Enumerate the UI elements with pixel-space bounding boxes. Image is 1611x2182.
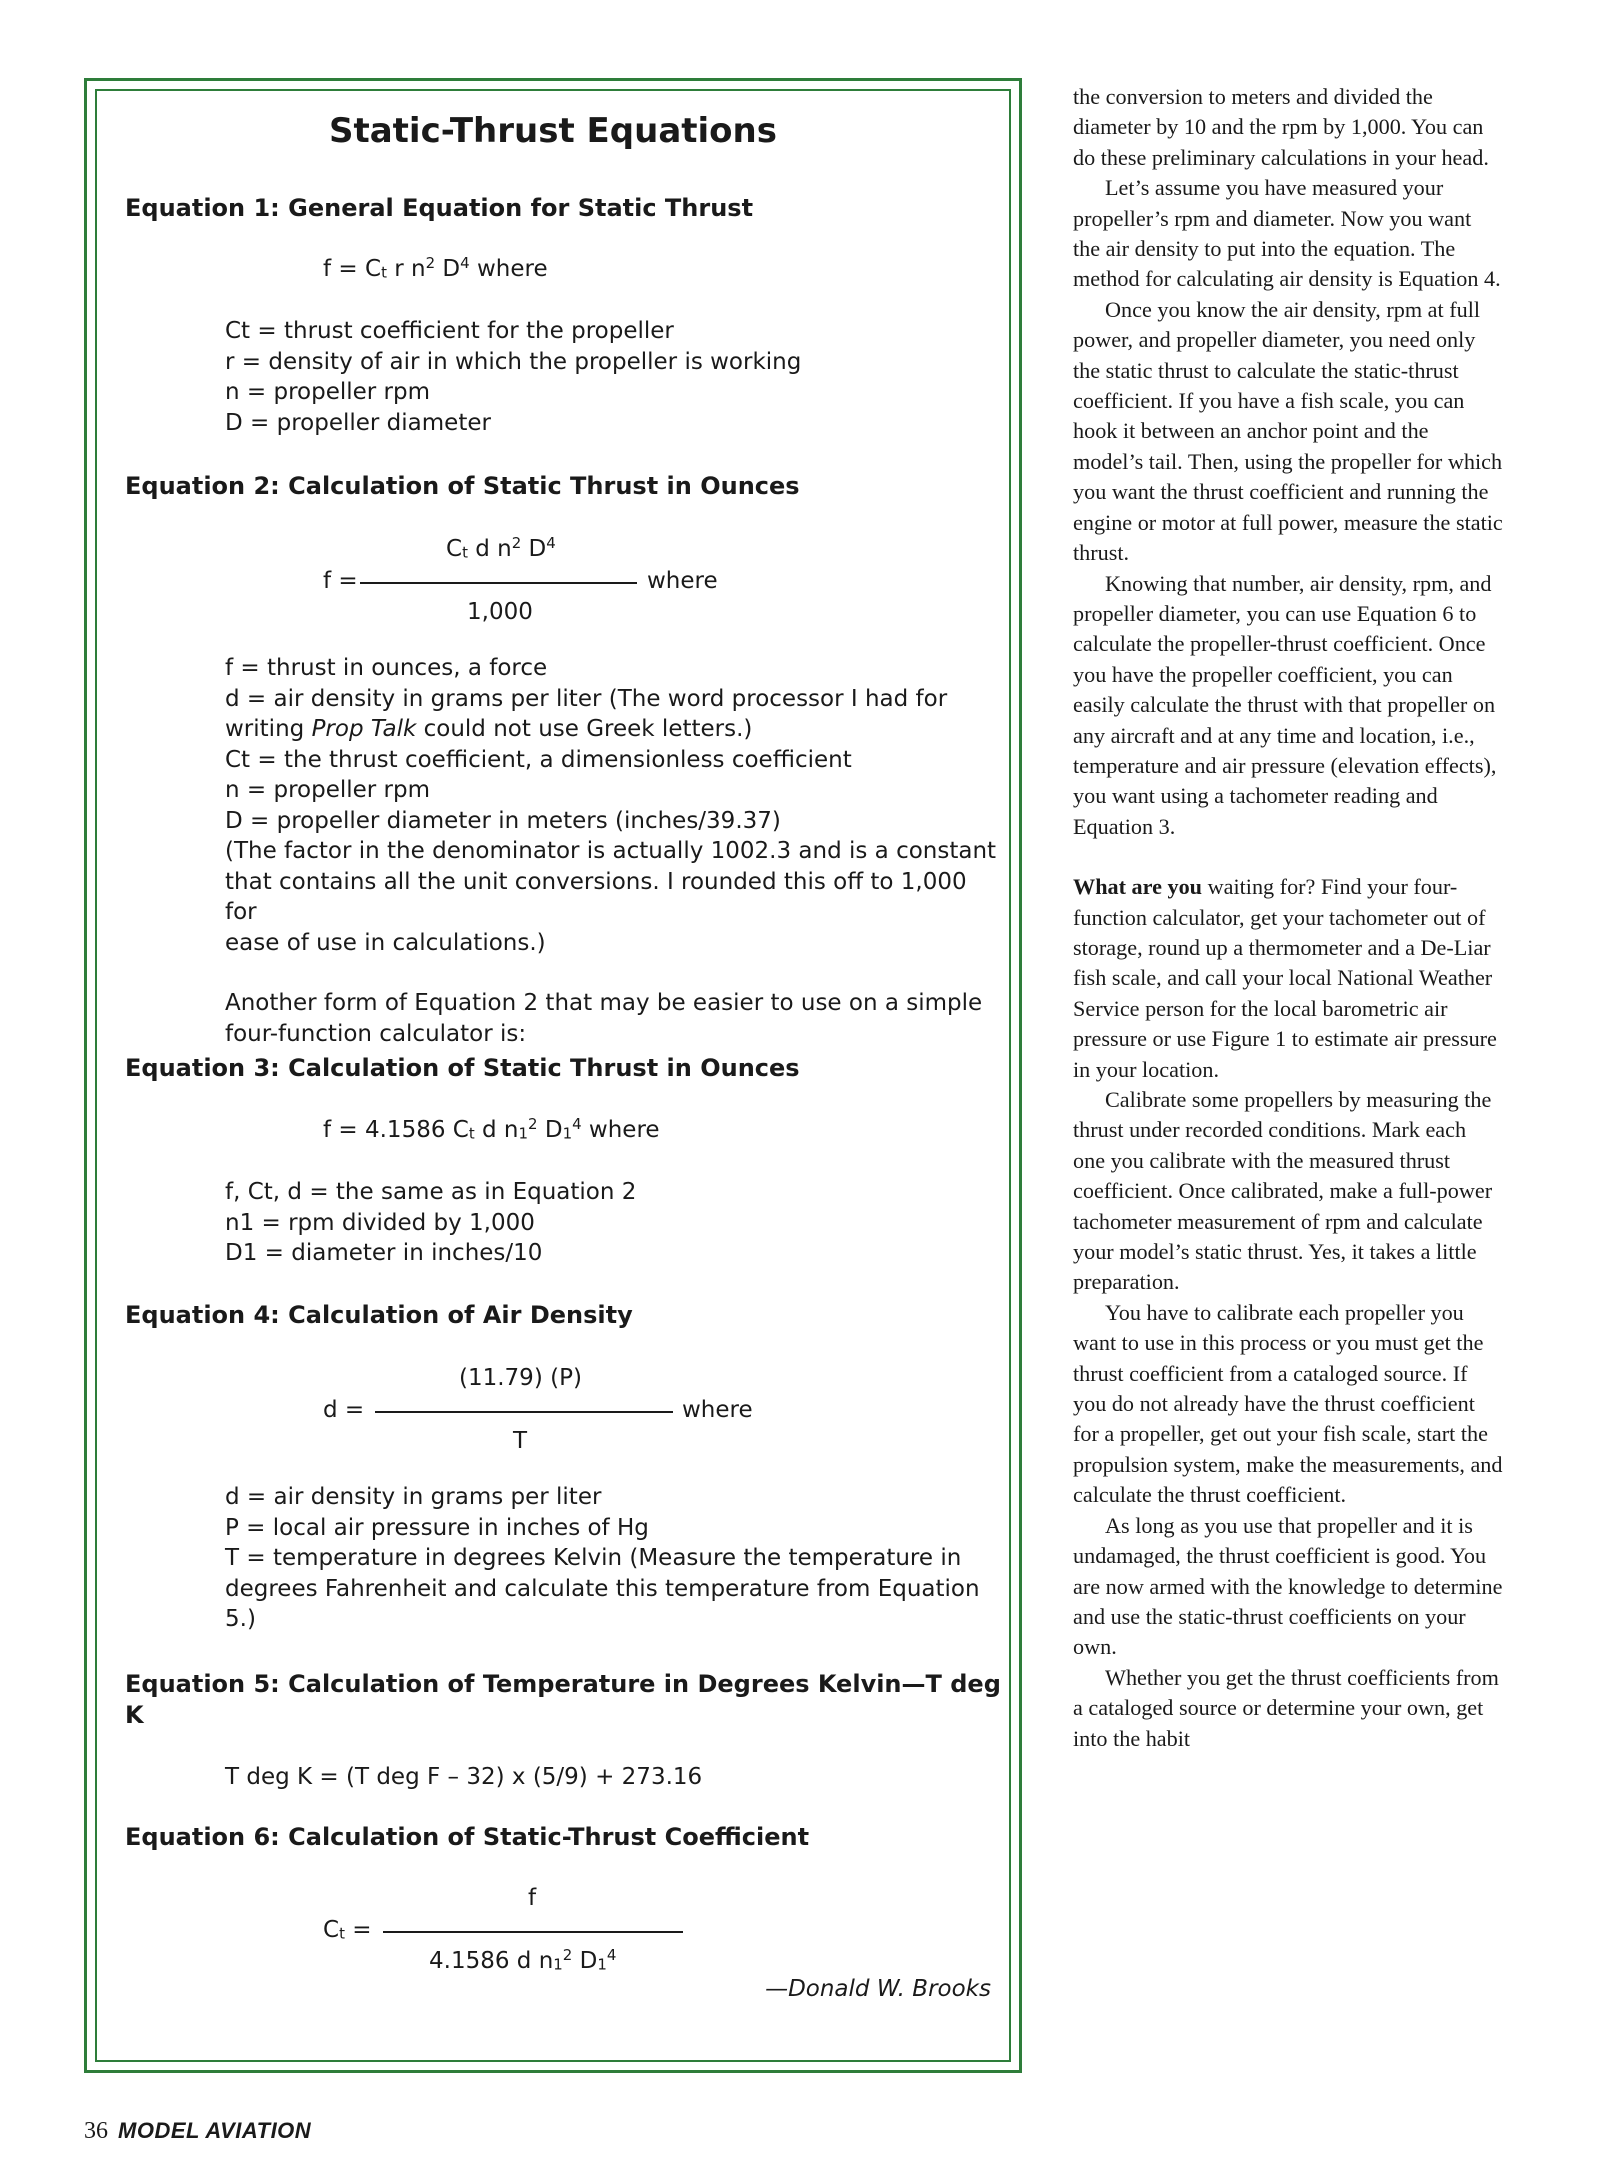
body-column bbox=[1073, 82, 1503, 1754]
page-number: 36 bbox=[84, 2118, 108, 2144]
eq2-def: (The factor in the denominator is actually 1002.3 and is a constant bbox=[225, 838, 997, 864]
paragraph: Calibrate some propellers by measuring the thrust under recorded conditions. Mark each one you calibrate with the measured thrust coefficient. Once calibrated, make a full-power tachometer measurement of rpm and calculate your model’s static thrust. Yes, it takes a little preparation. bbox=[1073, 1087, 1493, 1295]
sidebar-title: Static-Thrust Equations bbox=[329, 111, 777, 151]
eq2-lhs: f = bbox=[323, 568, 358, 594]
eq6-lhs: $C_t$ = bbox=[323, 1917, 372, 1943]
eq2-def: f = thrust in ounces, a force bbox=[225, 655, 548, 681]
paragraph: Once you know the air density, rpm at full power, and propeller diameter, you need only the static thrust to calculate the static-thrust coefficient. If you have a fish scale, you can hook it between an anchor point and the model’s tail. Then, using the propeller for which you want the thrust coefficient and running the engine or motor at full power, measure the static thrust. bbox=[1073, 296, 1503, 566]
eq2-denominator: 1,000 bbox=[467, 599, 533, 625]
eq1-def: Ct = thrust coefficient for the propeller bbox=[225, 318, 674, 344]
paragraph: Let’s assume you have measured your propeller’s rpm and diameter. Now you want the air density to put into the equation. The method for calculating air density is Equation 4. bbox=[1073, 175, 1501, 292]
eq3-def: n1 = rpm divided by 1,000 bbox=[225, 1209, 535, 1236]
eq4-fraction-bar bbox=[375, 1411, 673, 1413]
paragraph: Whether you get the thrust coefficients from a cataloged source or determine your own, get into the habit bbox=[1073, 1664, 1499, 1751]
eq2-def: that contains all the unit conversions. I rounded this off to 1,000 for bbox=[225, 868, 967, 925]
eq1-definitions bbox=[225, 316, 1005, 438]
eq2-def: D = propeller diameter in meters (inches/39.37) bbox=[225, 807, 781, 834]
eq6-heading: Equation 6: Calculation of Static-Thrust Coefficient bbox=[125, 1823, 810, 1851]
eq2-numerator: $C_t$ d $n^2$ $D^4$ bbox=[446, 533, 556, 562]
eq4-where: where bbox=[682, 1397, 753, 1423]
eq4-denominator: T bbox=[513, 1428, 528, 1454]
eq3-definitions bbox=[225, 1177, 1005, 1269]
eq4-definitions bbox=[225, 1482, 1005, 1635]
eq5-heading: Equation 5: Calculation of Temperature in Degrees Kelvin—T deg K bbox=[125, 1670, 1001, 1729]
page-footer bbox=[84, 2118, 311, 2145]
eq1-def: D = propeller diameter bbox=[225, 409, 491, 436]
paragraph: Knowing that number, air density, rpm, and propeller diameter, you can use Equation 6 to calculate the propeller-thrust coefficient. Once you have the propeller coefficient, you can easily calculate the thrust with that propeller on any aircraft and at any time and location, i.e., temperature and air pressure (elevation effects), you want using a tachometer reading and Equation 3. bbox=[1073, 570, 1497, 839]
eq2-definitions bbox=[225, 653, 1005, 1049]
author-credit: —Donald W. Brooks bbox=[765, 1976, 991, 2002]
eq4-def: T = temperature in degrees Kelvin (Measure the temperature in bbox=[225, 1545, 962, 1571]
eq2-def: n = propeller rpm bbox=[225, 777, 431, 803]
paragraph: What are you waiting for? Find your four-function calculator, get your tachometer out of storage, round up a thermometer and a De-Liar fish scale, and call your local National Weather Service person for the local barometric air pressure or use Figure 1 to estimate air pressure in your location. bbox=[1073, 874, 1497, 1082]
paragraph: the conversion to meters and divided the diameter by 10 and the rpm by 1,000. You can do these preliminary calculations in your head. bbox=[1073, 84, 1489, 170]
eq2-def: writing Prop Talk could not use Greek letters.) bbox=[225, 716, 753, 742]
eq2-def: d = air density in grams per liter (The word processor I had for bbox=[225, 685, 948, 712]
eq3-formula: f = 4.1586 $C_t$ d $n_1^2$ $D_1^4$ where bbox=[323, 1114, 660, 1143]
eq4-def: d = air density in grams per liter bbox=[225, 1484, 602, 1510]
eq2-def: ease of use in calculations.) bbox=[225, 929, 546, 956]
eq1-def: r = density of air in which the propeller is working bbox=[225, 348, 802, 375]
magazine-name: MODEL AVIATION bbox=[118, 2118, 312, 2143]
eq2-note: Another form of Equation 2 that may be easier to use on a simple bbox=[225, 990, 983, 1016]
eq6-numerator: f bbox=[528, 1885, 537, 1911]
eq1-def: n = propeller rpm bbox=[225, 379, 431, 405]
eq2-fraction-bar bbox=[360, 582, 637, 584]
eq6-fraction-bar bbox=[383, 1931, 683, 1933]
eq3-def: f, Ct, d = the same as in Equation 2 bbox=[225, 1179, 637, 1205]
eq3-heading: Equation 3: Calculation of Static Thrust in Ounces bbox=[125, 1054, 800, 1082]
paragraph: As long as you use that propeller and it is undamaged, the thrust coefficient is good. You are now armed with the knowledge to determine and use the static-thrust coefficients on your own. bbox=[1073, 1512, 1503, 1660]
eq2-heading: Equation 2: Calculation of Static Thrust in Ounces bbox=[125, 472, 800, 500]
eq4-heading: Equation 4: Calculation of Air Density bbox=[125, 1301, 633, 1329]
eq2-note: four-function calculator is: bbox=[225, 1020, 527, 1047]
eq1-heading: Equation 1: General Equation for Static Thrust bbox=[125, 194, 754, 222]
sidebar-inner-border bbox=[95, 89, 1011, 2062]
paragraph: You have to calibrate each propeller you want to use in this process or you must get the thrust coefficient from a cataloged source. If you do not already have the thrust coefficient for a propeller, get out your fish scale, start the propulsion system, make the measurements, and calculate the thrust coefficient. bbox=[1073, 1299, 1503, 1508]
eq4-def: degrees Fahrenheit and calculate this temperature from Equation 5.) bbox=[225, 1575, 980, 1632]
eq4-def: P = local air pressure in inches of Hg bbox=[225, 1514, 649, 1541]
eq2-where: where bbox=[647, 568, 718, 594]
sidebar-box bbox=[84, 78, 1022, 2073]
eq4-lhs: d = bbox=[323, 1397, 365, 1423]
eq6-denominator: 4.1586 d $n_1^2$ $D_1^4$ bbox=[429, 1945, 617, 1974]
eq3-def: D1 = diameter in inches/10 bbox=[225, 1240, 543, 1266]
eq5-formula: T deg K = (T deg F – 32) x (5/9) + 273.16 bbox=[225, 1764, 703, 1790]
eq4-numerator: (11.79) (P) bbox=[459, 1365, 582, 1391]
eq1-formula: $f = C_t$ r $n^2$ $D^4$ where bbox=[323, 253, 548, 282]
eq2-def: Ct = the thrust coefficient, a dimensionless coefficient bbox=[225, 746, 852, 773]
